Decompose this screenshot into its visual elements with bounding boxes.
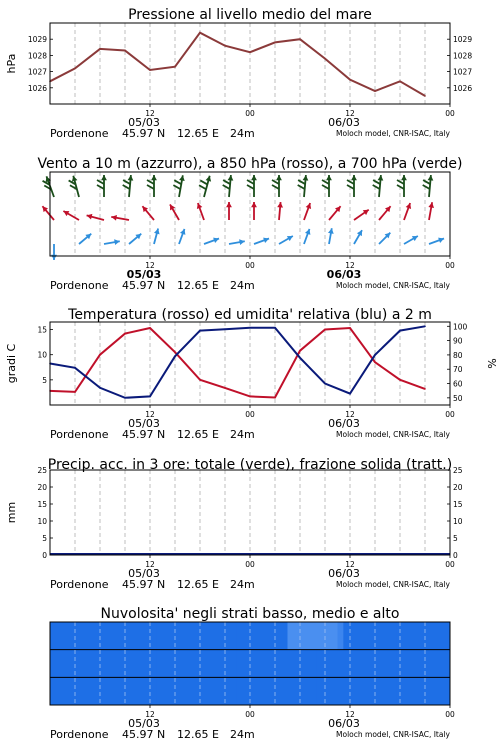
x-tick-label-0: 12 — [345, 109, 355, 118]
cloud-cell-medio — [317, 650, 344, 678]
y-tick-label-0: 1026 — [27, 83, 47, 93]
wind-feather-0 — [247, 180, 254, 184]
wind-feather-0 — [200, 180, 207, 184]
plot-frame-0 — [50, 23, 450, 104]
temperature-point — [74, 391, 76, 393]
pressure-point — [274, 42, 276, 44]
location-name: Pordenone — [50, 279, 109, 292]
chart-title-2: Temperatura (rosso) ed umidita' relativa (blu) a 2 m — [68, 307, 432, 323]
cloud-cell-alto — [423, 622, 450, 650]
location-elev: 24m — [230, 728, 255, 741]
chart-title-0: Pressione al livello medio del mare — [128, 7, 372, 23]
wind-arrowhead-0 — [276, 175, 282, 180]
x-tick-label-3: 00 — [445, 560, 455, 569]
pressure-point — [99, 48, 101, 50]
y-tick-label-right-2: 60 — [453, 379, 463, 389]
model-credit: Moloch model, CNR-ISAC, Italy — [336, 580, 450, 589]
location-elev: 24m — [230, 127, 255, 140]
temperature-point — [399, 379, 401, 381]
x-tick-label-3: 00 — [245, 560, 255, 569]
wind-feather-0 — [397, 185, 404, 189]
cloud-cell-alto — [210, 622, 237, 650]
cloud-cell-medio — [397, 650, 424, 678]
humidity-point — [349, 393, 351, 395]
model-credit: Moloch model, CNR-ISAC, Italy — [336, 730, 450, 739]
cloud-cell-basso — [263, 677, 290, 705]
y-tick-label-0: 1027 — [27, 67, 47, 77]
wind-arrowhead-1 — [277, 202, 283, 208]
cloud-cell-medio — [103, 650, 130, 678]
wind-feather-0 — [347, 185, 354, 189]
y-tick-label-right-3: 0 — [453, 551, 458, 560]
pressure-point — [324, 58, 326, 60]
location-lon: 12.65 E — [177, 728, 219, 741]
x-tick-label-3: 12 — [145, 560, 155, 569]
x-tick-label-0: 12 — [145, 109, 155, 118]
x-tick-label-0: 00 — [445, 109, 455, 118]
humidity-point — [424, 325, 426, 327]
x-tick-label-1: 12 — [345, 261, 355, 270]
y-tick-label-0: 1029 — [27, 35, 47, 45]
cloud-cell-alto — [370, 622, 397, 650]
temperature-point — [124, 333, 126, 335]
x-tick-label-4: 00 — [245, 710, 255, 719]
y-tick-label-right-2: 80 — [453, 350, 463, 360]
chart-title-1: Vento a 10 m (azzurro), a 850 hPa (rosso), a 700 hPa (verde) — [37, 156, 463, 172]
humidity-point — [124, 397, 126, 399]
temperature-point — [274, 397, 276, 399]
temperature-point — [199, 379, 201, 381]
x-tick-label-1: 00 — [245, 261, 255, 270]
y-tick-label-right-3: 10 — [453, 517, 463, 526]
wind-feather-0 — [322, 185, 329, 189]
pressure-line — [50, 33, 425, 96]
model-credit: Moloch model, CNR-ISAC, Italy — [336, 281, 450, 290]
y-tick-label-2: 15 — [37, 325, 47, 335]
humidity-point — [149, 396, 151, 398]
x-date-label-3: 06/03 — [328, 567, 360, 580]
wind-feather-0 — [123, 185, 130, 189]
pressure-point — [349, 79, 351, 81]
model-credit: Moloch model, CNR-ISAC, Italy — [336, 129, 450, 138]
wind-feather-0 — [423, 185, 430, 189]
x-tick-label-3: 12 — [345, 560, 355, 569]
pressure-point — [124, 50, 126, 52]
y-tick-label-2: 10 — [37, 350, 47, 360]
location-lon: 12.65 E — [177, 127, 219, 140]
location-elev: 24m — [230, 578, 255, 591]
temperature-point — [149, 327, 151, 329]
wind-feather-0 — [322, 180, 329, 184]
cloud-cell-medio — [157, 650, 184, 678]
wind-feather-0 — [423, 180, 430, 184]
humidity-point — [374, 354, 376, 356]
wind-arrowhead-0 — [428, 175, 434, 181]
wind-arrowhead-0 — [101, 175, 107, 180]
wind-feather-0 — [397, 180, 404, 184]
cloud-cell-basso — [157, 677, 184, 705]
pressure-point — [424, 95, 426, 97]
cloud-cell-alto — [263, 622, 290, 650]
chart-title-3: Precip. acc. in 3 ore: totale (verde), frazione solida (tratt.) — [47, 457, 453, 473]
wind-feather-0 — [223, 180, 230, 184]
temperature-point — [174, 351, 176, 353]
humidity-point — [249, 327, 251, 329]
cloud-cell-basso — [183, 677, 210, 705]
y-axis-label-right-2: % — [485, 358, 498, 369]
location-lat: 45.97 N — [122, 127, 166, 140]
y-tick-label-right-3: 5 — [453, 534, 458, 543]
location-lat: 45.97 N — [122, 728, 166, 741]
x-tick-label-2: 12 — [145, 410, 155, 419]
humidity-point — [274, 327, 276, 329]
cloud-cell-basso — [397, 677, 424, 705]
y-tick-label-right-2: 100 — [453, 322, 468, 332]
cloud-cell-basso — [423, 677, 450, 705]
location-name: Pordenone — [50, 578, 109, 591]
y-axis-label-0: hPa — [5, 53, 18, 74]
cloud-cell-medio — [423, 650, 450, 678]
temperature-point — [349, 327, 351, 329]
temperature-point — [224, 387, 226, 389]
y-tick-label-3: 0 — [42, 551, 47, 560]
wind-arrowhead-0 — [401, 175, 407, 180]
y-tick-label-right-2: 70 — [453, 365, 463, 375]
cloud-cell-basso — [103, 677, 130, 705]
wind-arrowhead-0 — [228, 175, 234, 181]
location-lat: 45.97 N — [122, 578, 166, 591]
cloud-cell-basso — [210, 677, 237, 705]
pressure-point — [299, 38, 301, 40]
wind-feather-0 — [147, 185, 154, 189]
wind-feather-0 — [272, 180, 279, 184]
cloud-cell-medio — [50, 650, 77, 678]
wind-feather-0 — [173, 185, 180, 189]
cloud-cell-basso — [130, 677, 157, 705]
humidity-point — [99, 387, 101, 389]
wind-arrowhead-0 — [251, 175, 257, 180]
location-elev: 24m — [230, 279, 255, 292]
y-tick-label-right-0: 1029 — [453, 35, 473, 45]
y-tick-label-3: 10 — [37, 517, 47, 526]
cloud-cell-medio — [130, 650, 157, 678]
cloud-cell-basso — [370, 677, 397, 705]
humidity-line — [50, 326, 425, 398]
temperature-point — [424, 388, 426, 390]
cloud-cell-basso — [317, 677, 344, 705]
x-tick-label-1: 12 — [145, 261, 155, 270]
humidity-point — [199, 330, 201, 332]
humidity-point — [324, 383, 326, 385]
location-lon: 12.65 E — [177, 428, 219, 441]
chart-title-4: Nuvolosita' negli strati basso, medio e alto — [100, 606, 400, 622]
cloud-cell-medio — [370, 650, 397, 678]
humidity-point — [74, 367, 76, 369]
x-date-label-2: 06/03 — [328, 417, 360, 430]
wind-arrowhead-0 — [151, 175, 157, 180]
cloud-cell-medio — [290, 650, 317, 678]
x-tick-label-2: 00 — [245, 410, 255, 419]
cloud-cell-basso — [50, 677, 77, 705]
y-tick-label-3: 5 — [42, 534, 47, 543]
cloud-cell-medio — [183, 650, 210, 678]
wind-feather-0 — [373, 185, 380, 189]
y-tick-label-2: 5 — [42, 375, 47, 385]
y-tick-label-3: 20 — [37, 483, 47, 492]
y-tick-label-right-0: 1026 — [453, 83, 473, 93]
cloud-cell-alto — [183, 622, 210, 650]
x-date-label-0: 06/03 — [328, 116, 360, 129]
x-tick-label-2: 12 — [345, 410, 355, 419]
temperature-point — [249, 396, 251, 398]
location-lon: 12.65 E — [177, 578, 219, 591]
wind-feather-0 — [97, 180, 104, 184]
y-tick-label-3: 15 — [37, 500, 47, 509]
y-tick-label-0: 1028 — [27, 51, 47, 61]
temperature-point — [99, 354, 101, 356]
temperature-point — [324, 329, 326, 331]
wind-feather-0 — [298, 185, 305, 189]
location-lon: 12.65 E — [177, 279, 219, 292]
x-date-label-4: 06/03 — [328, 717, 360, 730]
cloud-cell-medio — [343, 650, 370, 678]
pressure-point — [174, 66, 176, 68]
cloud-cell-basso — [290, 677, 317, 705]
x-tick-label-4: 00 — [445, 710, 455, 719]
cloud-cell-medio — [210, 650, 237, 678]
wind-arrowhead-0 — [378, 175, 384, 181]
x-date-label-4: 05/03 — [128, 717, 160, 730]
x-date-label-1: 05/03 — [126, 268, 162, 281]
wind-arrowhead-0 — [326, 175, 332, 180]
cloud-cell-medio — [263, 650, 290, 678]
humidity-point — [399, 330, 401, 332]
location-lat: 45.97 N — [122, 279, 166, 292]
pressure-point — [199, 32, 201, 34]
humidity-point — [299, 357, 301, 359]
cloud-cell-alto — [157, 622, 184, 650]
location-name: Pordenone — [50, 127, 109, 140]
cloud-cell-alto — [130, 622, 157, 650]
cloud-cell-alto — [397, 622, 424, 650]
y-tick-label-right-3: 20 — [453, 483, 463, 492]
x-tick-label-1: 00 — [445, 261, 455, 270]
wind-arrowhead-1 — [251, 202, 257, 207]
y-tick-label-right-0: 1028 — [453, 51, 473, 61]
cloud-cell-highlight — [288, 622, 338, 650]
y-axis-label-2: gradi C — [5, 343, 18, 384]
y-tick-label-3: 25 — [37, 466, 47, 475]
cloud-cell-basso — [343, 677, 370, 705]
x-date-label-1: 06/03 — [326, 268, 362, 281]
wind-feather-0 — [123, 180, 130, 184]
x-tick-label-4: 12 — [345, 710, 355, 719]
wind-arrowhead-0 — [351, 175, 357, 180]
temperature-point — [299, 350, 301, 352]
humidity-point — [224, 328, 226, 330]
temperature-point — [374, 361, 376, 363]
y-tick-label-right-3: 15 — [453, 500, 463, 509]
location-name: Pordenone — [50, 728, 109, 741]
wind-arrowhead-0 — [128, 175, 134, 181]
pressure-point — [74, 68, 76, 70]
cloud-cell-alto — [103, 622, 130, 650]
location-lat: 45.97 N — [122, 428, 166, 441]
location-elev: 24m — [230, 428, 255, 441]
model-credit: Moloch model, CNR-ISAC, Italy — [336, 430, 450, 439]
wind-arrowhead-1 — [226, 202, 232, 207]
wind-feather-0 — [298, 180, 305, 184]
pressure-point — [374, 90, 376, 92]
pressure-point — [149, 69, 151, 71]
x-date-label-3: 05/03 — [128, 567, 160, 580]
cloud-cell-alto — [50, 622, 77, 650]
wind-feather-0 — [247, 185, 254, 189]
y-tick-label-right-0: 1027 — [453, 67, 473, 77]
pressure-point — [399, 81, 401, 83]
pressure-point — [249, 51, 251, 53]
x-tick-label-4: 12 — [145, 710, 155, 719]
x-tick-label-0: 00 — [245, 109, 255, 118]
x-date-label-0: 05/03 — [128, 116, 160, 129]
cloud-cell-alto — [343, 622, 370, 650]
location-name: Pordenone — [50, 428, 109, 441]
x-tick-label-2: 00 — [445, 410, 455, 419]
wind-feather-0 — [373, 180, 380, 184]
y-axis-label-3: mm — [5, 501, 18, 524]
x-date-label-2: 05/03 — [128, 417, 160, 430]
pressure-point — [224, 45, 226, 47]
y-tick-label-right-2: 50 — [453, 393, 463, 403]
humidity-point — [174, 356, 176, 358]
wind-feather-0 — [223, 185, 230, 189]
y-tick-label-right-2: 90 — [453, 336, 463, 346]
wind-feather-0 — [347, 180, 354, 184]
wind-feather-0 — [272, 185, 279, 189]
wind-arrowhead-2 — [51, 255, 57, 260]
wind-feather-0 — [147, 180, 154, 184]
y-tick-label-right-3: 25 — [453, 466, 463, 475]
wind-feather-0 — [97, 185, 104, 189]
wind-arrowhead-0 — [303, 175, 309, 181]
